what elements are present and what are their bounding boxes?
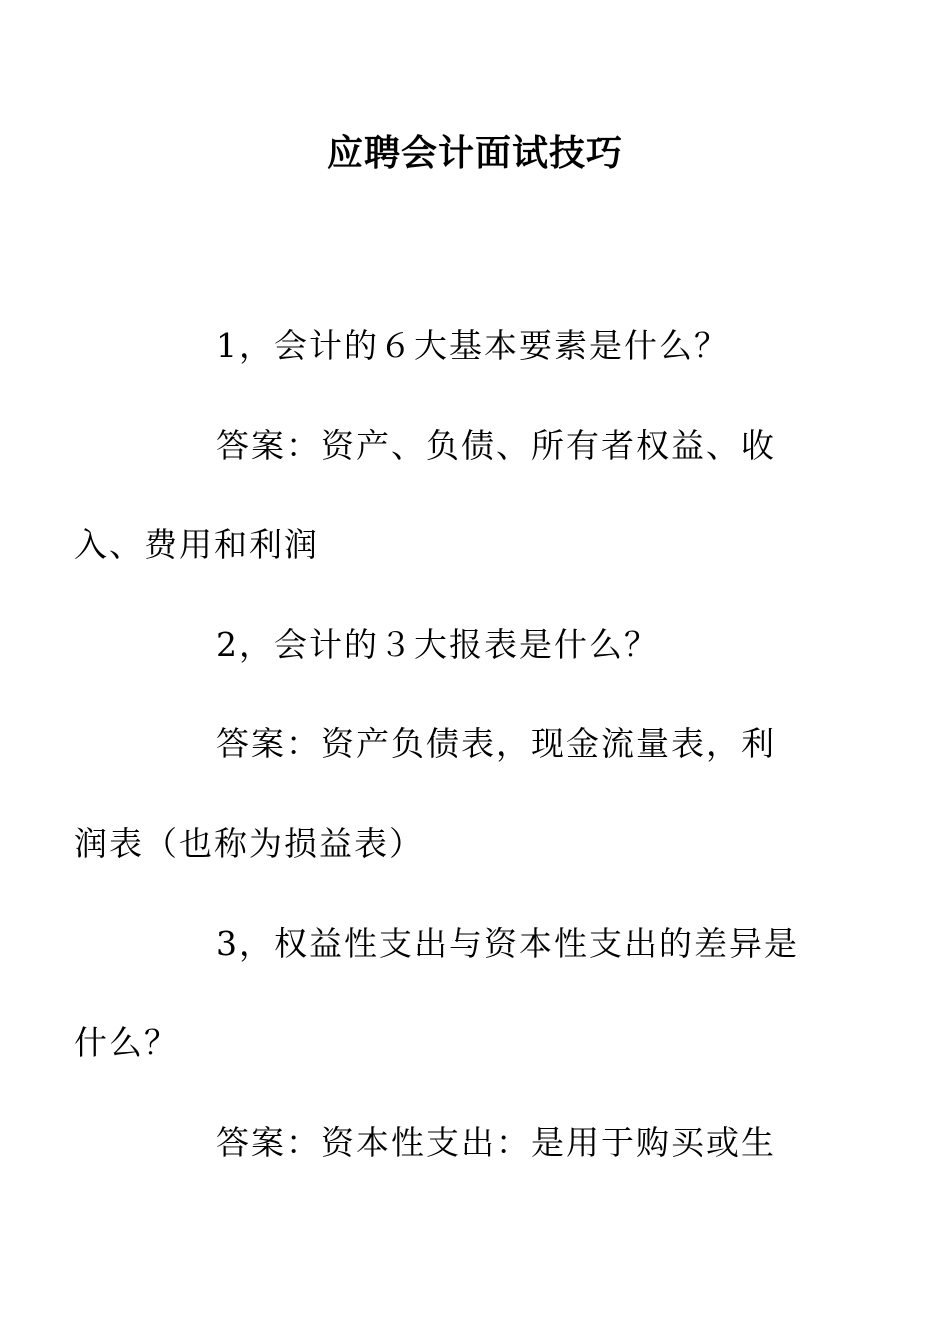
paragraph-line: 2，会计的３大报表是什么？ [216,624,659,664]
paragraph-answer-3 [145,1093,805,1193]
paragraph-line: 答案：资本性支出：是用于购买或生 [216,1122,776,1162]
paragraph-line: 答案：资产、负债、所有者权益、收 [216,425,776,465]
paragraph-line: 3，权益性支出与资本性支出的差异是 [216,923,799,963]
paragraph-question-3 [74,894,805,1093]
document-title: 应聘会计面试技巧 [326,133,623,174]
paragraph-line-continued: 入、费用和利润 [74,525,319,565]
paragraph-answer-2 [74,694,805,893]
paragraph-question-1 [145,296,805,396]
paragraph-line: 1，会计的６大基本要素是什么？ [216,326,729,365]
paragraph-answer-1 [74,396,805,595]
document-body [74,296,805,1192]
paragraph-question-2 [145,595,805,695]
paragraph-line-continued: 什么？ [74,1023,179,1063]
paragraph-line: 答案：资产负债表，现金流量表，利 [216,724,776,764]
paragraph-line-continued: 润表（也称为损益表） [74,823,424,863]
